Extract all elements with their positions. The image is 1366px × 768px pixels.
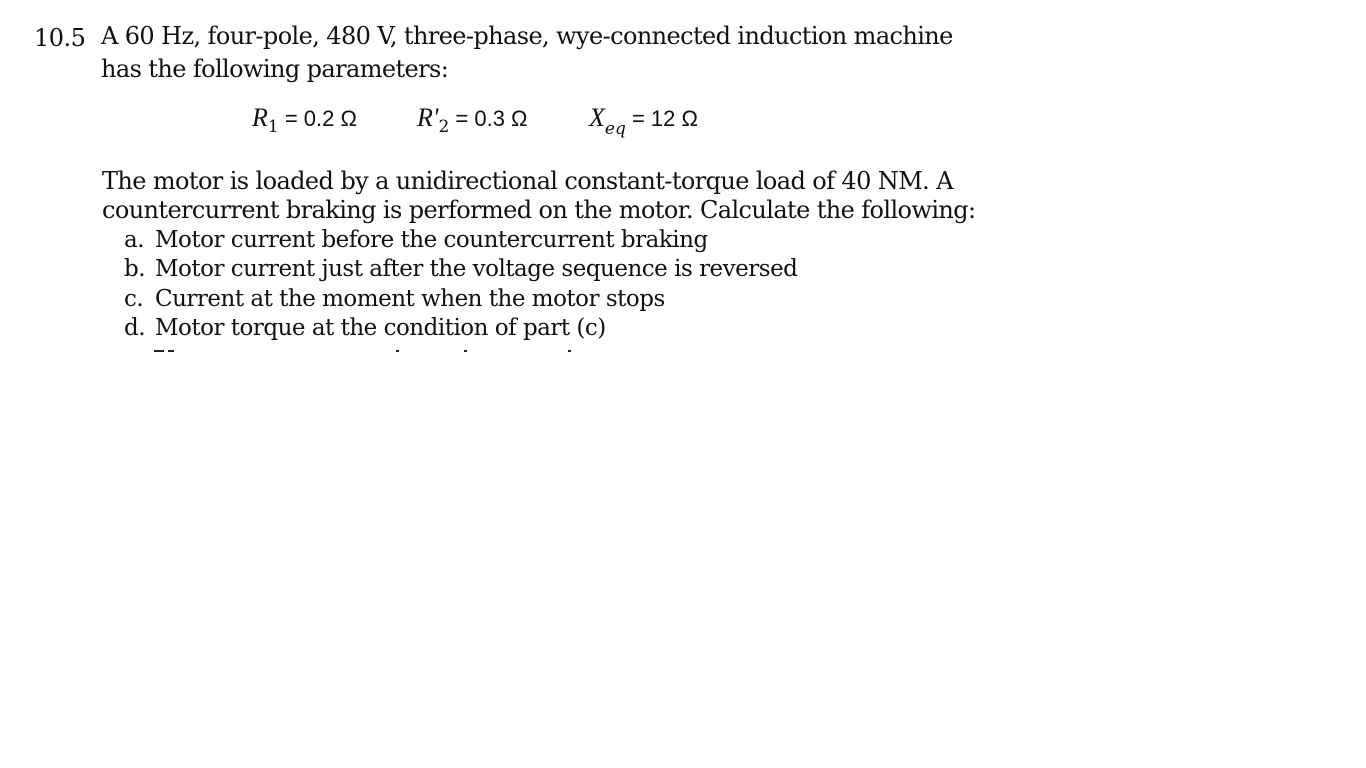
problem-number: 10.5 — [34, 24, 86, 52]
parameter-subscript: 1 — [267, 117, 279, 137]
body-line-1: The motor is loaded by a unidirectional constant-torque load of 40 NM. A — [102, 167, 953, 195]
parameter-value: 0.3 Ω — [474, 106, 528, 131]
parameter-subscript: eq — [604, 119, 626, 139]
parameter-symbol: R — [252, 103, 268, 132]
cut-off-text-line — [124, 346, 604, 356]
cut-off-glyph — [396, 350, 399, 352]
intro-line-2: has the following parameters: — [101, 55, 449, 83]
list-marker: d. — [124, 315, 146, 341]
parameter-r2-prime — [417, 103, 528, 137]
list-marker: a. — [124, 227, 145, 253]
parameter-equals: = — [449, 106, 475, 131]
parameter-xeq — [589, 103, 698, 139]
parameter-equals: = — [625, 106, 651, 131]
body-line-2: countercurrent braking is performed on the motor. Calculate the following: — [102, 196, 976, 224]
list-text: Motor current just after the voltage sequence is reversed — [155, 256, 798, 282]
list-text: Current at the moment when the motor stops — [155, 286, 665, 312]
parameter-r1 — [252, 103, 357, 137]
list-marker: c. — [124, 286, 144, 312]
cut-off-glyph — [154, 350, 164, 352]
parameter-symbol: R' — [417, 103, 439, 132]
parameter-symbol: X — [589, 103, 605, 132]
list-item-d — [124, 315, 606, 341]
cut-off-glyph — [168, 350, 174, 352]
intro-line-1: A 60 Hz, four-pole, 480 V, three-phase, wye-connected induction machine — [101, 22, 953, 50]
list-item-a — [124, 227, 708, 253]
cut-off-glyph — [464, 350, 467, 352]
parameter-equals: = — [278, 106, 304, 131]
list-item-c — [124, 286, 665, 312]
list-item-b — [124, 256, 797, 282]
parameter-value: 0.2 Ω — [303, 106, 357, 131]
parameter-subscript: 2 — [438, 117, 450, 137]
list-text: Motor current before the countercurrent braking — [155, 227, 708, 253]
list-text: Motor torque at the condition of part (c) — [155, 315, 606, 341]
cut-off-glyph — [568, 350, 571, 352]
parameter-value: 12 Ω — [650, 106, 698, 131]
list-marker: b. — [124, 256, 146, 282]
